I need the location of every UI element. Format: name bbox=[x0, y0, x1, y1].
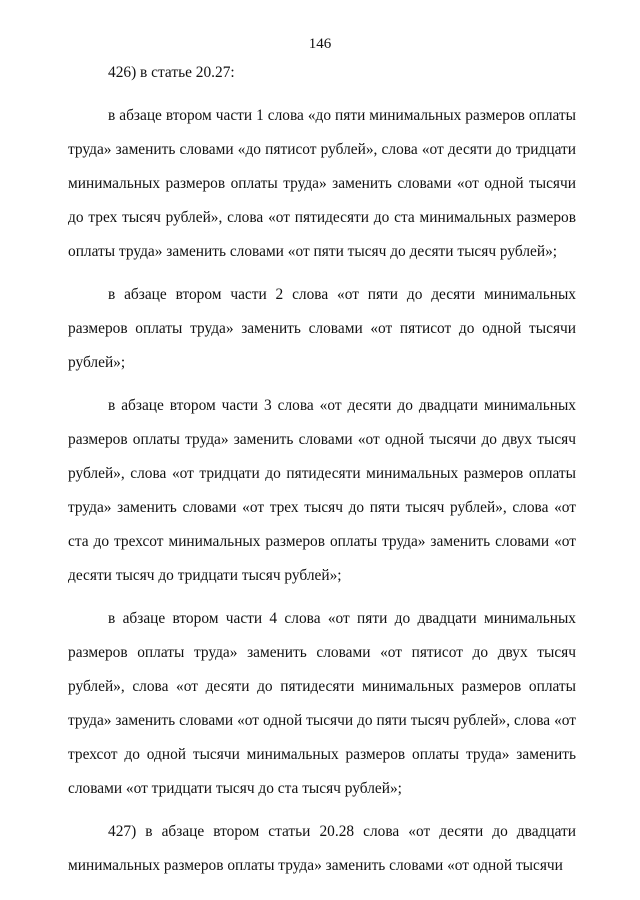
paragraph-item-426-heading: 426) в статье 20.27: bbox=[108, 64, 235, 81]
paragraph-part-2: в абзаце втором части 2 слова «от пяти до десяти минимальных размеров оплаты труда» заменить словами «от пятисот до одной тысячи рублей»; bbox=[68, 286, 576, 371]
paragraph-part-3: в абзаце втором части 3 слова «от десяти до двадцати минимальных размеров оплаты труда» заменить словами «от одной тысячи до двух тысяч рублей», слова «от тридцати до пятидесяти минимальных размеров оплаты труда» заменить словами «от трех тысяч до пяти тысяч рублей», слова «от ста до трехсот минимальных размеров оплаты труда» заменить словами «от десяти тысяч до тридцати тысяч рублей»; bbox=[68, 397, 576, 584]
paragraph-item-427: 427) в абзаце втором статьи 20.28 слова «от десяти до двадцати минимальных размеров оплаты труда» заменить словами «от одной тысячи bbox=[68, 823, 576, 874]
page-number: 146 bbox=[308, 36, 332, 52]
document-body bbox=[68, 56, 576, 883]
paragraph-part-1: в абзаце втором части 1 слова «до пяти минимальных размеров оплаты труда» заменить словами «до пятисот рублей», слова «от десяти до тридцати минимальных размеров оплаты труда» заменить словами «от одной тысячи до трех тысяч рублей», слова «от пятидесяти до ста минимальных размеров оплаты труда» заменить словами «от пяти тысяч до десяти тысяч рублей»; bbox=[68, 107, 576, 260]
paragraph-part-4: в абзаце втором части 4 слова «от пяти до двадцати минимальных размеров оплаты труда» заменить словами «от пятисот до двух тысяч рублей», слова «от десяти до пятидесяти минимальных размеров оплаты труда» заменить словами «от одной тысячи до пяти тысяч рублей», слова «от трехсот до одной тысячи минимальных размеров оплаты труда» заменить словами «от тридцати тысяч до ста тысяч рублей»; bbox=[68, 610, 576, 797]
